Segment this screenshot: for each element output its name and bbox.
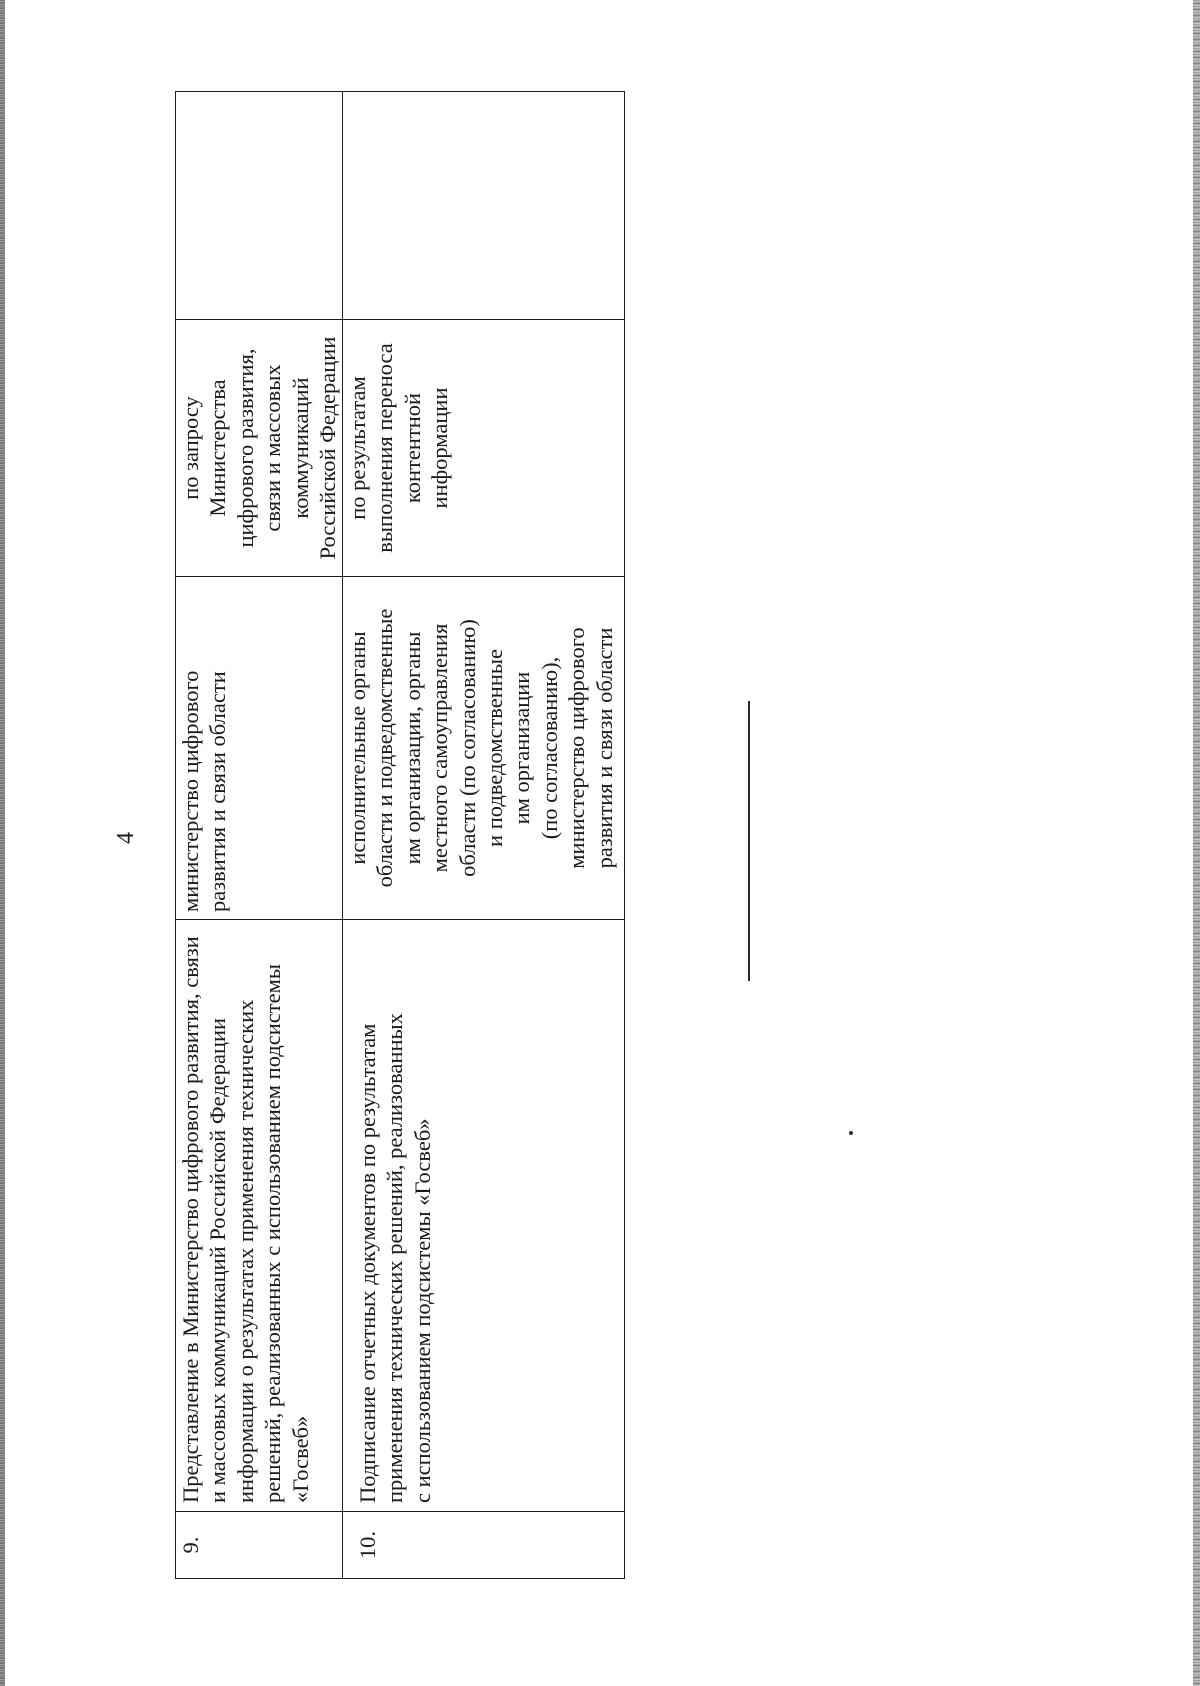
plan-table xyxy=(175,91,625,1579)
table-row xyxy=(176,92,343,1579)
table-body xyxy=(176,92,625,1579)
action-cell: Представление в Министерство цифрового развития, связи и массовых коммуникаций Российской Федерации информации о результатах применения технических решений, реализованных с использованием подсистемы «Госвеб» xyxy=(176,920,343,1512)
empty-note-cell xyxy=(343,92,625,320)
row-number-cell: 10. xyxy=(343,1512,625,1579)
responsible-cell: министерство цифрового развития и связи области xyxy=(176,577,343,920)
table-frame xyxy=(172,89,627,1582)
scan-speck xyxy=(849,1131,853,1135)
scan-edge-left xyxy=(0,0,5,1686)
deadline-cell: по запросу Министерства цифрового развития, связи и массовых коммуникаций Российской Федерации xyxy=(176,320,343,577)
row-number-cell: 9. xyxy=(176,1512,343,1579)
action-cell: Подписание отчетных документов по результатам применения технических решений, реализованных с использованием подсистемы «Госвеб» xyxy=(343,920,625,1512)
responsible-cell: исполнительные органы области и подведомственные им организации, органы местного самоуправления области (по согласованию) и подведомственные им организации (по согласованию), министерство цифрового развития и связи области xyxy=(343,577,625,920)
table-row xyxy=(343,92,625,1579)
page-number: 4 xyxy=(113,832,139,844)
empty-note-cell xyxy=(176,92,343,320)
scan-edge-right xyxy=(1193,0,1200,1686)
rotated-table xyxy=(175,92,624,1579)
end-of-document-rule xyxy=(748,701,750,981)
deadline-cell: по результатам выполнения переноса контентной информации xyxy=(343,320,625,577)
